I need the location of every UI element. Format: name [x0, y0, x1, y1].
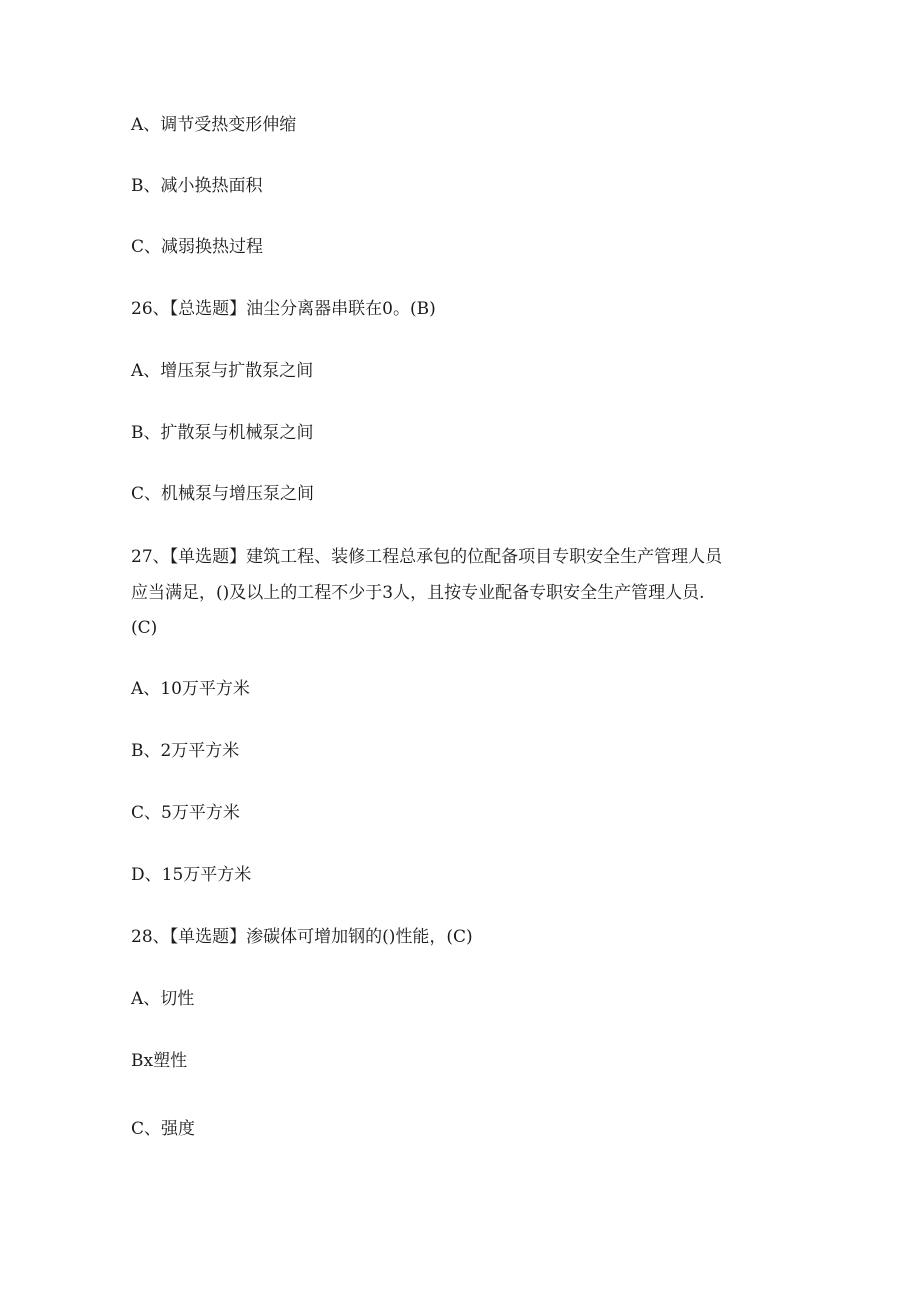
q27-option-b: B、2万平方米	[131, 741, 240, 761]
q26-option-a: A、增压泵与扩散泵之间	[131, 361, 314, 381]
q25-option-c: C、减弱换热过程	[131, 237, 264, 257]
q27-option-a: A、10万平方米	[131, 679, 250, 699]
q26-option-c: C、机械泵与增压泵之间	[131, 484, 315, 504]
q27-option-c: C、5万平方米	[131, 803, 240, 823]
q27-stem-line2: 应当满足，()及以上的工程不少于3人，且按专业配备专职安全生产管理人员.	[131, 583, 705, 603]
q26-option-b: B、扩散泵与机械泵之间	[131, 423, 314, 443]
q25-option-a: A、调节受热变形伸缩	[131, 115, 297, 135]
q25-option-b: B、减小换热面积	[131, 176, 263, 196]
q28-option-b: Bx塑性	[131, 1051, 188, 1071]
q26-stem: 26、【总选题】油尘分离器串联在0。(B)	[131, 299, 436, 319]
q27-stem-line3: (C)	[131, 618, 158, 638]
q27-stem-line1: 27、【单选题】建筑工程、装修工程总承包的位配备项目专职安全生产管理人员	[131, 547, 723, 567]
q28-option-c: C、强度	[131, 1119, 196, 1139]
q27-option-d: D、15万平方米	[131, 865, 252, 885]
q28-option-a: A、切性	[131, 989, 195, 1009]
q28-stem: 28、【单选题】渗碳体可增加钢的()性能，(C)	[131, 927, 473, 947]
